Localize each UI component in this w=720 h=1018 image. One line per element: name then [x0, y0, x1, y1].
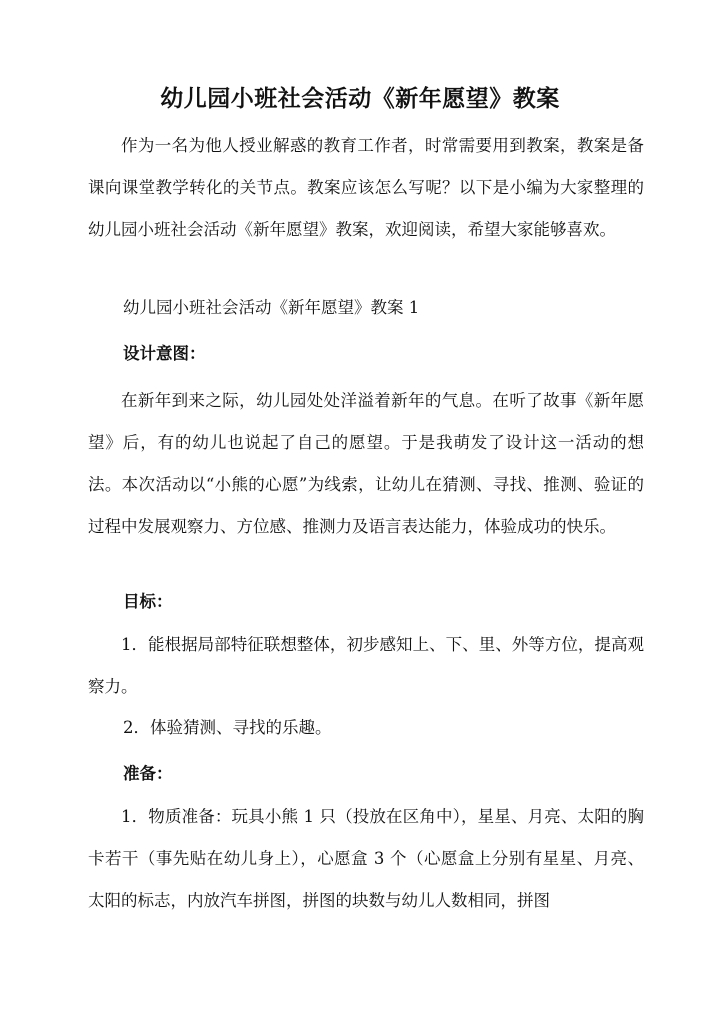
- document-title: 幼儿园小班社会活动《新年愿望》教案: [160, 85, 560, 112]
- design-paragraph: 在新年到来之际，幼儿园处处洋溢着新年的气息。在听了故事《新年愿望》后，有的幼儿也说起了自己的愿望。于是我萌发了设计这一活动的想法。本次活动以“小熊的心愿”为线索，让幼儿在猜测、寻找、推测、验证的过程中发展观察力、方位感、推测力及语言表达能力，体验成功的快乐。: [88, 391, 644, 536]
- goal-item-1: 1．能根据局部特征联想整体，初步感知上、下、里、外等方位，提高观察力。: [88, 635, 644, 696]
- section-title: 幼儿园小班社会活动《新年愿望》教案 1: [123, 298, 420, 317]
- goal-item-2: 2．体验猜测、寻找的乐趣。: [123, 718, 332, 737]
- goals-heading: 目标：: [123, 592, 173, 611]
- prep-heading: 准备：: [123, 764, 173, 783]
- intro-paragraph: 作为一名为他人授业解惑的教育工作者，时常需要用到教案，教案是备课向课堂教学转化的关节点。教案应该怎么写呢？以下是小编为大家整理的幼儿园小班社会活动《新年愿望》教案，欢迎阅读，希望大家能够喜欢。: [88, 136, 644, 239]
- design-heading: 设计意图：: [123, 344, 206, 363]
- prep-item-1: 1．物质准备：玩具小熊 1 只（投放在区角中），星星、月亮、太阳的胸卡若干（事先贴在幼儿身上），心愿盒 3 个（心愿盒上分别有星星、月亮、太阳的标志，内放汽车拼图，拼图的块数与幼儿人数相同，拼图: [88, 807, 644, 910]
